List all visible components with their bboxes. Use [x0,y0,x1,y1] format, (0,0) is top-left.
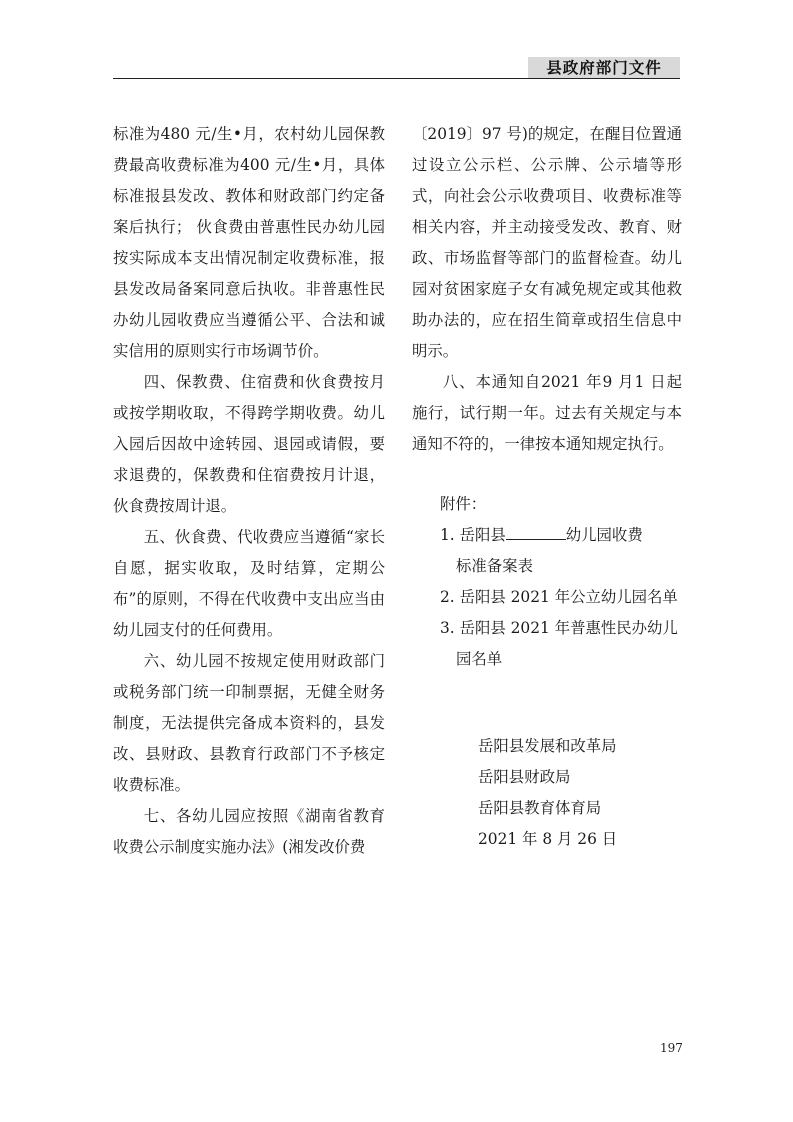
right-column [412,119,682,460]
paragraph-eight: 八、本通知自2021 年9 月1 日起施行，试行期一年。过去有关规定与本通知不符的，一律按本通知规定执行。 [412,373,682,453]
page-number: 197 [660,1041,683,1055]
signature-org-1: 岳阳县发展和改革局 [478,737,617,755]
fill-in-blank [506,525,566,540]
signature-org-2: 岳阳县财政局 [478,768,571,786]
section-header-tab: 县政府部门文件 [528,57,680,79]
paragraph-five: 五、伙食费、代收费应当遵循“家长自愿，据实收取，及时结算，定期公布”的原则，不得在代收费中支出应当由幼儿园支付的任何费用。 [113,528,385,639]
paragraph-four: 四、保教费、住宿费和伙食费按月或按学期收取，不得跨学期收费。幼儿入园后因故中途转园、退园或请假，要求退费的，保教费和住宿费按月计退，伙食费按周计退。 [113,373,385,515]
attachments-label: 附件： [440,495,487,513]
paragraph-fee-standard: 标准为480 元/生•月，农村幼儿园保教费最高收费标准为400 元/生•月，具体标准报县发改、教体和财政部门约定备案后执行； 伙食费由普惠性民办幼儿园按实际成本支出情况制定收费标准，报县发改局备案同意后执收。非普惠性民办幼儿园收费应当遵循公平、合法和诚实信用的原则实行市场调节价。 [113,125,385,360]
left-column [113,119,385,863]
paragraph-seven-continued: 〔2019〕97 号)的规定，在醒目位置通过设立公示栏、公示牌、公示墙等形式，向社会公示收费项目、收费标准等相关内容，并主动接受发改、教育、财政、市场监督等部门的监督检查。幼儿园对贫困家庭子女有减免规定或其他救助办法的，应在招生简章或招生信息中明示。 [412,125,682,360]
attachment-item-1-line2: 标准备案表 [456,557,533,575]
attachments-list [440,489,700,675]
signature-date: 2021 年 8 月 26 日 [478,830,618,848]
signature-block [478,731,617,855]
attachment-item-3-line2: 园名单 [456,650,503,668]
attachment-item-1: 1. 岳阳县 幼儿园收费 [440,526,643,544]
paragraph-seven: 七、各幼儿园应按照《湖南省教育收费公示制度实施办法》(湘发改价费 [113,807,385,856]
attachment-item-3: 3. 岳阳县 2021 年普惠性民办幼儿 [440,619,678,637]
paragraph-six: 六、幼儿园不按规定使用财政部门或税务部门统一印制票据，无健全财务制度，无法提供完备成本资料的，县发改、县财政、县教育行政部门不予核定收费标准。 [113,652,385,794]
header-rule [113,78,680,79]
signature-org-3: 岳阳县教育体育局 [478,799,602,817]
attachment-item-2: 2. 岳阳县 2021 年公立幼儿园名单 [440,588,678,606]
